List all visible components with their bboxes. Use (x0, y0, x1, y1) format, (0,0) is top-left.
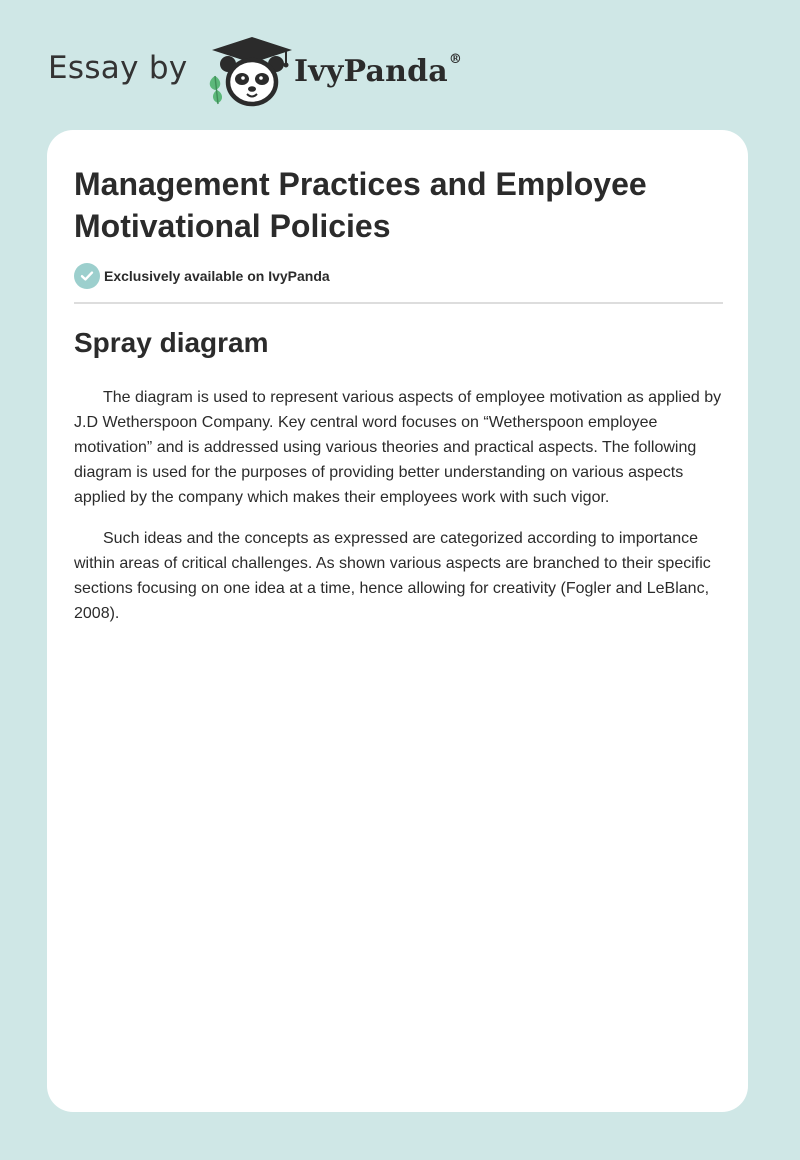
paragraph: Such ideas and the concepts as expressed are categorized according to importance within areas of critical challenges. As shown various aspects are branched to their specific sections focusing on one idea at a time, hence allowing for creativity (Fogler and LeBlanc, 2008). (74, 530, 711, 622)
panda-graduate-logo-icon[interactable] (202, 34, 294, 110)
brand-name[interactable]: IvyPanda® (294, 52, 463, 89)
essay-body (74, 385, 726, 642)
essay-card (47, 130, 748, 1112)
divider (74, 302, 723, 304)
exclusive-badge (74, 263, 330, 289)
essay-by-label: Essay by (48, 50, 188, 86)
paragraph: The diagram is used to represent various aspects of employee motivation as applied by J.D Wetherspoon Company. Key central word focuses on “Wetherspoon employee motivation” and is addressed using various theories and practical aspects. The following diagram is used for the purposes of providing better understanding on various aspects applied by the company which makes their employees work with such vigor. (74, 389, 722, 506)
section-heading: Spray diagram (74, 327, 269, 358)
exclusive-label: Exclusively available on IvyPanda (104, 268, 330, 284)
site-header (48, 34, 488, 114)
page-title: Management Practices and Employee Motivational Policies (74, 166, 647, 244)
check-circle-icon (74, 263, 100, 289)
registered-mark: ® (448, 52, 463, 67)
